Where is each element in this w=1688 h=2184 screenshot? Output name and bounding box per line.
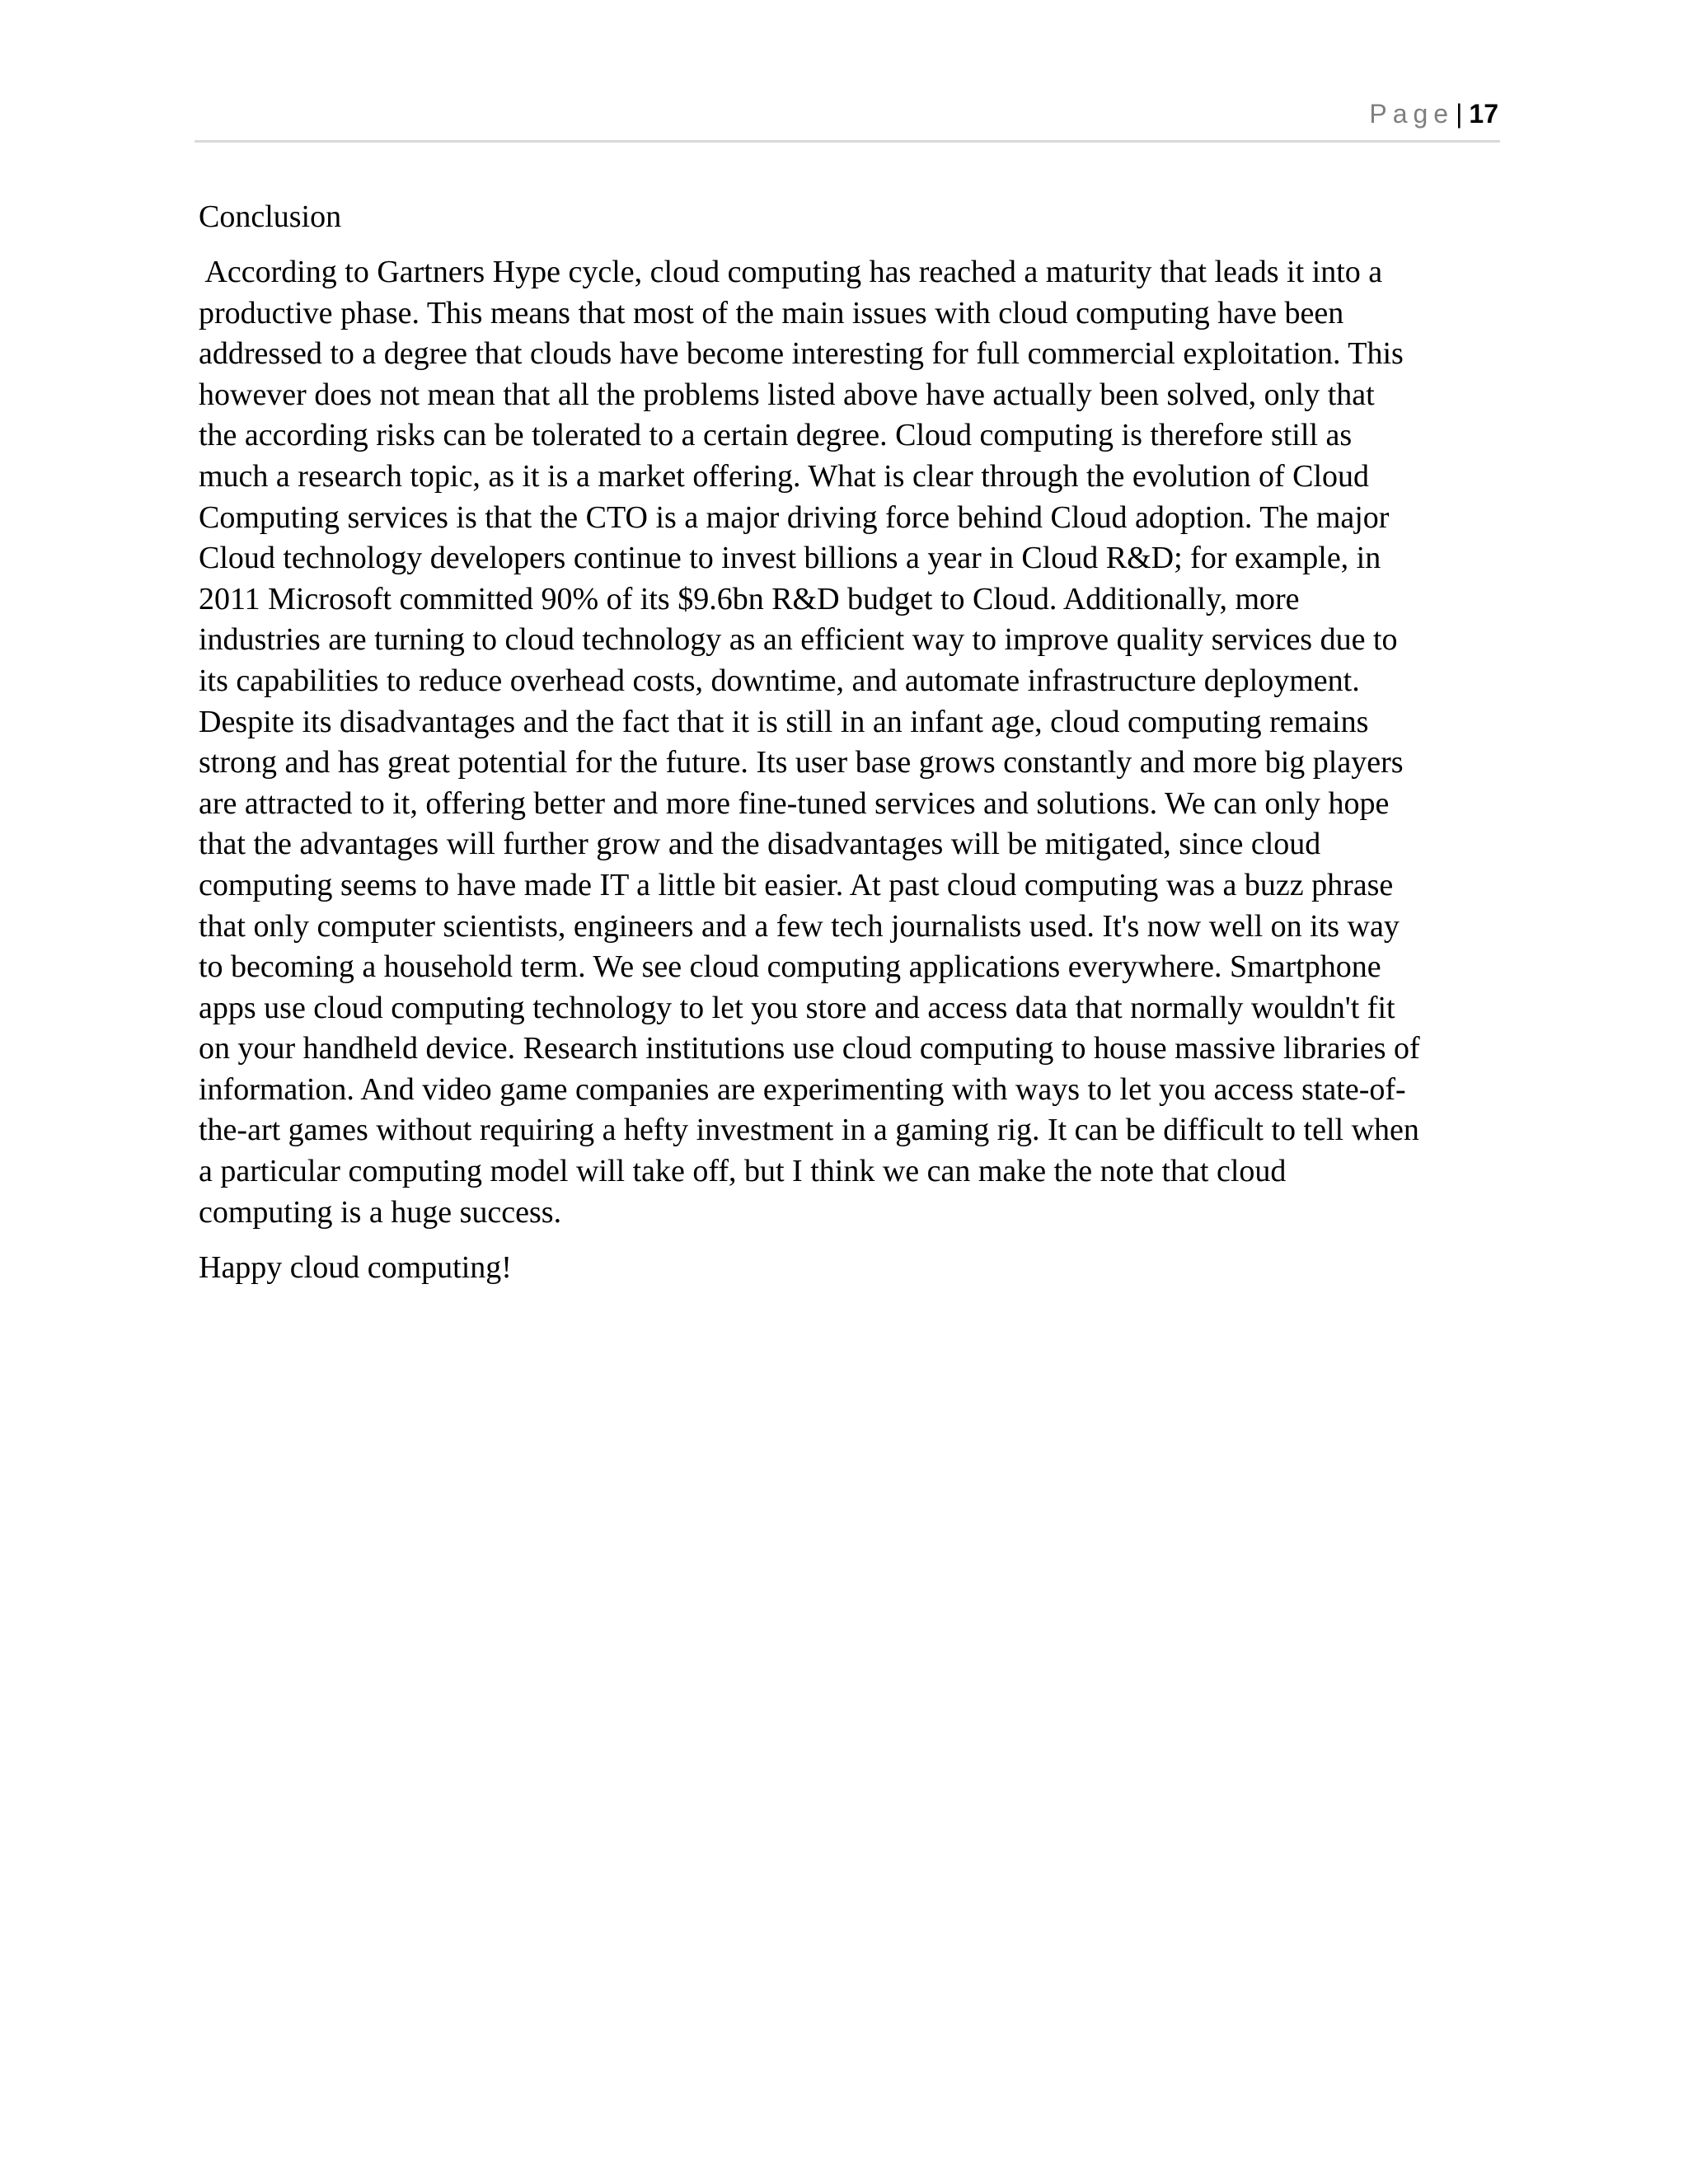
body-line: a particular computing model will take off, but I think we can make the note that cloud <box>199 1154 1287 1189</box>
body-line: apps use cloud computing technology to let you store and access data that normally wouldn't fit <box>199 990 1395 1025</box>
body-line: the-art games without requiring a hefty investment in a gaming rig. It can be difficult to tell when <box>199 1113 1419 1148</box>
body-line: 2011 Microsoft committed 90% of its $9.6bn R&D budget to Cloud. Additionally, more <box>199 581 1300 616</box>
body-line: computing is a huge success. <box>199 1194 562 1230</box>
body-line: that the advantages will further grow and the disadvantages will be mitigated, since cloud <box>199 827 1321 862</box>
page-number-label <box>1369 97 1498 130</box>
page-number: 17 <box>1469 99 1498 129</box>
body-line: addressed to a degree that clouds have become interesting for full commercial exploitation. This <box>199 336 1404 372</box>
page-header <box>195 96 1500 143</box>
body-line: on your handheld device. Research institutions use cloud computing to house massive libraries of <box>199 1031 1420 1066</box>
body-line: however does not mean that all the problems listed above have actually been solved, only that <box>199 377 1375 412</box>
conclusion-paragraph <box>199 252 1509 1233</box>
body-line: much a research topic, as it is a market offering. What is clear through the evolution of Cloud <box>199 458 1370 494</box>
body-line: computing seems to have made IT a little bit easier. At past cloud computing was a buzz phrase <box>199 867 1394 902</box>
page-word: Page <box>1369 99 1455 129</box>
body-line: that only computer scientists, engineers and a few tech journalists used. It's now well on its way <box>199 908 1400 944</box>
body-line: Cloud technology developers continue to invest billions a year in Cloud R&D; for example, in <box>199 541 1381 576</box>
closing-line: Happy cloud computing! <box>199 1250 512 1286</box>
page-separator: | <box>1456 99 1463 129</box>
body-line: strong and has great potential for the future. Its user base grows constantly and more big players <box>199 745 1404 780</box>
body-line: the according risks can be tolerated to a certain degree. Cloud computing is therefore still as <box>199 418 1353 453</box>
body-line: to becoming a household term. We see cloud computing applications everywhere. Smartphone <box>199 949 1381 985</box>
body-line: information. And video game companies are experimenting with ways to let you access state-of- <box>199 1071 1406 1107</box>
body-line: According to Gartners Hype cycle, cloud computing has reached a maturity that leads it into a <box>199 255 1383 289</box>
section-heading: Conclusion <box>199 199 342 234</box>
body-line: are attracted to it, offering better and more fine-tuned services and solutions. We can only hope <box>199 785 1390 821</box>
body-line: Computing services is that the CTO is a major driving force behind Cloud adoption. The major <box>199 499 1390 535</box>
body-line: its capabilities to reduce overhead costs, downtime, and automate infrastructure deployment. <box>199 663 1360 698</box>
body-line: Despite its disadvantages and the fact that it is still in an infant age, cloud computing remains <box>199 704 1369 739</box>
document-body <box>199 191 1509 1292</box>
body-line: industries are turning to cloud technology as an efficient way to improve quality services due to <box>199 622 1398 658</box>
body-line: productive phase. This means that most of the main issues with cloud computing have been <box>199 295 1344 330</box>
